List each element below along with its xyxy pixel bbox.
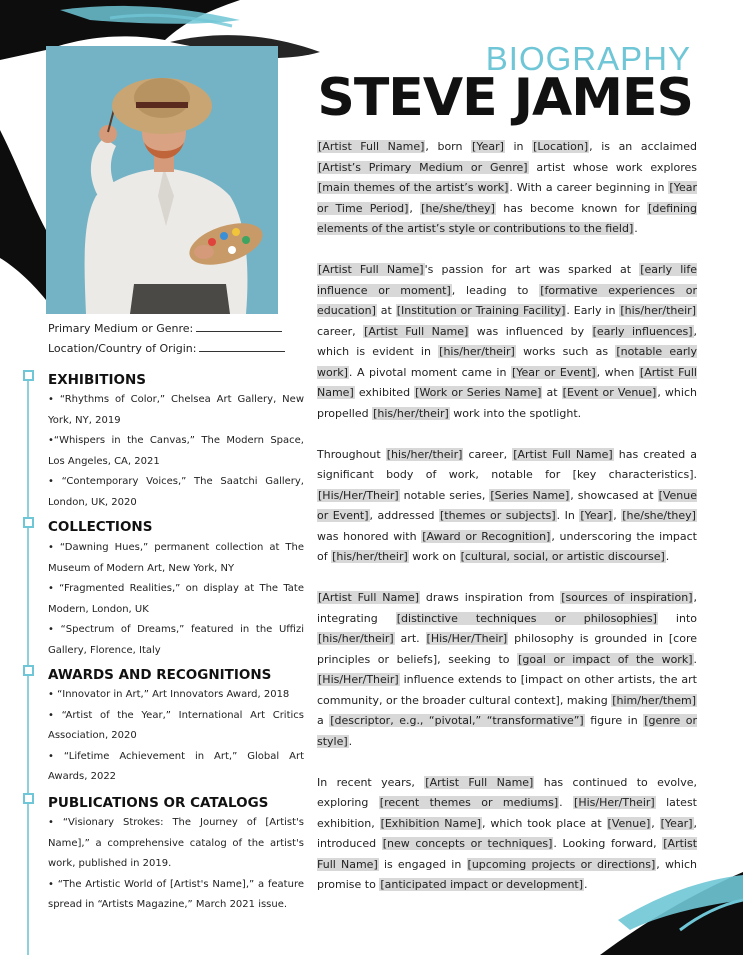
timeline-line [27, 372, 29, 955]
body-text-segment: works such as [515, 345, 616, 358]
placeholder-text: [upcoming projects or directions] [467, 857, 656, 871]
placeholder-text: [His/Her/Their] [574, 796, 655, 809]
placeholder-text: [Artist Full Name] [317, 365, 697, 399]
body-text-segment: , underscoring the impact of [317, 529, 697, 563]
timeline-marker-awards [23, 665, 34, 676]
placeholder-text: [Artist Full Name] [318, 140, 425, 153]
body-text-segment: influence extends to [impact on other artists, the art community, or the broader cultural context], making [317, 673, 697, 707]
body-text-segment: , [651, 816, 660, 830]
body-text-segment: at [542, 386, 562, 399]
body-text-segment: , [613, 509, 622, 522]
body-text-segment: has created a significant body of work, notable for [key characteristics]. [317, 447, 698, 481]
placeholder-text: [Work or Series Name] [415, 386, 542, 399]
placeholder-text: [his/her/their] [439, 345, 515, 358]
timeline-marker-collections [23, 517, 34, 528]
body-text-segment: , introduced [317, 816, 697, 850]
placeholder-text: [early influences] [592, 324, 693, 338]
placeholder-text: [early life influence or moment] [317, 263, 697, 297]
placeholder-text: [Artist Full Name] [318, 263, 424, 276]
body-text-segment: latest exhibition, [317, 796, 697, 830]
publications-title: PUBLICATIONS OR CATALOGS [48, 795, 269, 811]
placeholder-text: [Artist Full Name] [364, 324, 469, 338]
body-text-segment: , [409, 201, 421, 215]
exhibitions-title: EXHIBITIONS [48, 372, 146, 388]
placeholder-text: [notable early work] [317, 345, 697, 379]
placeholder-text: [his/her/their] [332, 550, 408, 563]
placeholder-text: [Series Name] [490, 488, 570, 502]
body-text-segment: , which took place at [482, 816, 607, 830]
body-text-segment: , born [425, 140, 472, 153]
body-text-segment: philosophy is grounded in [core principles or beliefs], seeking to [317, 632, 697, 666]
exhibition-item: • “Rhythms of Color,” Chelsea Art Gallery, New York, NY, 2019 [48, 394, 304, 426]
publication-item: • “Visionary Strokes: The Journey of [Artist's Name],” a comprehensive catalog of the artist's work, published in 2019. [48, 817, 304, 869]
body-text-segment: . A pivotal moment came in [348, 365, 511, 379]
placeholder-text: [Award or Recognition] [422, 529, 551, 543]
biography-body [317, 137, 697, 916]
body-text-segment: a [317, 714, 330, 727]
body-text-segment: . [634, 222, 638, 235]
placeholder-text: [genre or style] [317, 714, 697, 748]
location-field-blank [199, 351, 285, 352]
body-text-segment: career, [463, 447, 513, 461]
timeline-marker-exhibitions [23, 370, 34, 381]
collections-title: COLLECTIONS [48, 519, 153, 535]
placeholder-text: [him/her/them] [612, 693, 696, 707]
body-text-segment: has become known for [495, 201, 648, 215]
body-text-segment: artist whose work explores [528, 160, 697, 174]
body-text-segment: draws inspiration from [420, 591, 561, 604]
body-text-segment: , which is evident in [317, 324, 697, 358]
placeholder-text: [Artist Full Name] [513, 447, 613, 461]
body-text-segment: was influenced by [469, 324, 592, 338]
placeholder-text: [Year] [660, 816, 693, 830]
placeholder-text: [his/her/their] [318, 632, 394, 645]
publications-list [48, 813, 304, 916]
body-text-segment: . In [556, 509, 580, 522]
placeholder-text: [Year or Event] [511, 365, 596, 379]
body-text-segment: figure in [584, 714, 644, 727]
body-text-segment: career, [317, 324, 364, 338]
placeholder-text: [His/Her/Their] [426, 632, 508, 645]
placeholder-text: [new concepts or techniques] [382, 837, 553, 850]
location-field-label: Location/Country of Origin: [48, 342, 197, 355]
body-text-segment: . [584, 878, 588, 891]
collection-item: • “Spectrum of Dreams,” featured in the Uffizi Gallery, Florence, Italy [48, 624, 304, 656]
placeholder-text: [he/she/they] [622, 509, 696, 522]
biography-paragraph [317, 773, 697, 896]
award-item: • “Innovator in Art,” Art Innovators Award, 2018 [48, 689, 290, 700]
award-item: • “Lifetime Achievement in Art,” Global Art Awards, 2022 [48, 750, 304, 782]
body-text-segment: , when [596, 365, 639, 379]
placeholder-text: [his/her/their] [373, 406, 449, 420]
body-text-segment: in [504, 140, 533, 153]
placeholder-text: [his/her/their] [620, 304, 696, 317]
medium-field-label: Primary Medium or Genre: [48, 322, 194, 335]
body-text-segment: , is an acclaimed [589, 140, 697, 153]
body-text-segment: work on [408, 550, 460, 563]
placeholder-text: [themes or subjects] [439, 509, 556, 522]
placeholder-text: [anticipated impact or development] [380, 878, 584, 891]
biography-paragraph [317, 260, 697, 424]
body-text-segment: notable series, [399, 488, 490, 502]
body-text-segment: art. [394, 632, 426, 645]
placeholder-text: [Artist Full Name] [318, 591, 420, 604]
body-text-segment: , which promise to [317, 857, 697, 891]
body-text-segment: , integrating [317, 591, 697, 625]
placeholder-text: [he/she/they] [421, 201, 495, 215]
artist-portrait-icon [46, 46, 278, 314]
placeholder-text: [Year] [580, 509, 613, 522]
placeholder-text: [formative experiences or education] [317, 283, 697, 317]
biography-paragraph [317, 588, 697, 752]
body-text-segment: Throughout [317, 447, 386, 461]
exhibitions-list [48, 390, 304, 513]
body-text-segment: into [657, 611, 697, 625]
body-text-segment: . Early in [566, 304, 620, 317]
body-text-segment: . [559, 796, 574, 809]
biography-paragraph [317, 445, 697, 568]
placeholder-text: [Event or Venue] [562, 386, 657, 399]
placeholder-text: [goal or impact of the work] [518, 652, 693, 666]
body-text-segment: is engaged in [378, 857, 467, 871]
body-text-segment: , which propelled [317, 386, 697, 420]
body-text-segment: , showcased at [570, 488, 658, 502]
biography-paragraph [317, 137, 697, 240]
placeholder-text: [his/her/their] [386, 447, 463, 461]
body-text-segment: has continued to evolve, exploring [317, 775, 697, 809]
placeholder-text: [Artist Full Name] [317, 837, 698, 871]
collection-item: • “Dawning Hues,” permanent collection at The Museum of Modern Art, New York, NY [48, 542, 304, 574]
placeholder-text: [recent themes or mediums] [379, 796, 559, 809]
placeholder-text: [His/Her/Their] [318, 488, 399, 502]
placeholder-text: [Artist’s Primary Medium or Genre] [318, 160, 528, 174]
exhibition-item: • “Contemporary Voices,” The Saatchi Gallery, London, UK, 2020 [48, 476, 304, 508]
location-field [48, 342, 285, 355]
placeholder-text: [Exhibition Name] [380, 816, 482, 830]
body-text-segment: . Looking forward, [553, 837, 663, 850]
body-text-segment: work into the spotlight. [449, 406, 582, 420]
placeholder-text: [Artist Full Name] [425, 775, 534, 789]
body-text-segment: , addressed [369, 509, 439, 522]
body-text-segment: . With a career beginning in [509, 181, 669, 194]
body-text-segment: at [376, 304, 396, 317]
placeholder-text: [His/Her/Their] [318, 673, 399, 686]
placeholder-text: [Location] [533, 140, 589, 153]
body-text-segment: exhibited [354, 386, 415, 399]
placeholder-text: [Venue] [607, 816, 651, 830]
medium-field-blank [196, 331, 282, 332]
body-text-segment: . [665, 550, 670, 563]
medium-field [48, 322, 282, 335]
collections-list [48, 538, 304, 661]
placeholder-text: [Institution or Training Facility] [396, 304, 566, 317]
placeholder-text: [Year or Time Period] [317, 181, 698, 215]
placeholder-text: [Year] [472, 140, 504, 153]
placeholder-text: [cultural, social, or artistic discourse] [460, 550, 665, 563]
award-item: • “Artist of the Year,” International Art Critics Association, 2020 [48, 709, 304, 741]
body-text-segment: , leading to [451, 283, 540, 297]
publication-item: • “The Artistic World of [Artist's Name],” a feature spread in “Artists Magazine,” March 2021 issue. [48, 878, 304, 910]
artist-name-title: STEVE JAMES [317, 68, 693, 128]
awards-title: AWARDS AND RECOGNITIONS [48, 667, 272, 683]
timeline-marker-publications [23, 793, 34, 804]
body-text-segment: 's passion for art was sparked at [424, 263, 640, 276]
placeholder-text: [distinctive techniques or philosophies] [396, 611, 657, 625]
artist-photo [46, 46, 278, 314]
body-text-segment: In recent years, [317, 775, 425, 789]
placeholder-text: [sources of inspiration] [561, 591, 693, 604]
exhibition-item: •“Whispers in the Canvas,” The Modern Space, Los Angeles, CA, 2021 [48, 435, 304, 467]
placeholder-text: [descriptor, e.g., “pivotal,” “transformative”] [330, 714, 584, 727]
placeholder-text: [Venue or Event] [317, 488, 698, 522]
body-text-segment: . [348, 734, 353, 748]
placeholder-text: [defining elements of the artist’s style or contributions to the field] [317, 201, 697, 235]
body-text-segment: . [693, 652, 697, 666]
collection-item: • “Fragmented Realities,” on display at The Tate Modern, London, UK [48, 583, 304, 615]
placeholder-text: [main themes of the artist’s work] [318, 181, 509, 194]
body-text-segment: was honored with [317, 529, 422, 543]
biography-label: BIOGRAPHY [485, 40, 691, 77]
awards-list [48, 685, 304, 788]
